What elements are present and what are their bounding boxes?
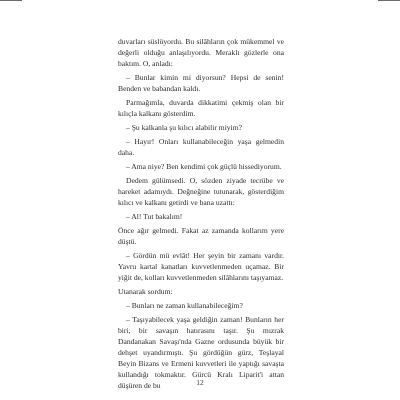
paragraph: – Taşıyabilecek yaşa geldiğin zaman! Bunların her biri, bir savaşın hatırasını taşır. Şu mızrak Dandanakan Savaşı'nda Gazne ordusunda büyük bir dehşet uyandırmıştı. Şu gördüğün gürz, Teşlayal Beyin Bizans ve Ermeni kuvvetleri ile yaptığı savaşta kullandığı tokmaktır. Gürcü Kralı Liparit'i attan düşüren de bu <box>118 314 284 390</box>
paragraph: – Bunlar kimin mi diyorsun? Hepsi de senin! Benden ve babandan kaldı. <box>118 73 284 94</box>
paragraph: Utanarak sordum: <box>118 286 173 296</box>
paragraph: – Gördün mü evlât! Her şeyin bir zamanı vardır. Yavru kartal kanatları kuvvetlenmeden uçamaz. Bir yiğit de, kolları kuvvetlenmeden silâhlarını taşıyamaz. <box>118 250 284 282</box>
paragraph: – Bunları ne zaman kullanabileceğim? <box>126 300 243 310</box>
page-number: 12 <box>196 378 204 387</box>
page-body-text <box>118 36 284 394</box>
paragraph: Önce ağır gelmedi. Fakat az zamanda kollarım yere düştü. <box>118 225 284 246</box>
paragraph: duvarları süslüyordu. Bu silâhların çok mükemmel ve değerli olduğu anlaşılıyordu. Meraklı gözlerle ona baktım. O, anladı: <box>118 37 284 69</box>
paragraph: – Şu kalkanla şu kılıcı alabilir miyim? <box>126 123 242 132</box>
crop-mark-left <box>0 0 22 1</box>
paragraph: – Ama niye? Ben kendimi çok güçlü hissediyorum. <box>126 161 282 171</box>
paragraph: – Hayır! Onları kullanabileceğin yaşa gelmedin daha. <box>118 136 284 157</box>
paragraph: Dedem gülümsedi. O, sözden ziyade tecrübe ve hareket adamıydı. Değneğine tutunarak, gösterdiğim kılıcı ve kalkanı getirdi ve bana uzattı: <box>118 175 284 207</box>
paragraph: – Al! Tut bakalım! <box>126 211 183 221</box>
crop-mark-right <box>378 0 400 1</box>
paragraph: Parmağımla, duvarda dikkatimi çekmiş olan bir kılıçla kalkanı gösterdim. <box>118 98 284 119</box>
